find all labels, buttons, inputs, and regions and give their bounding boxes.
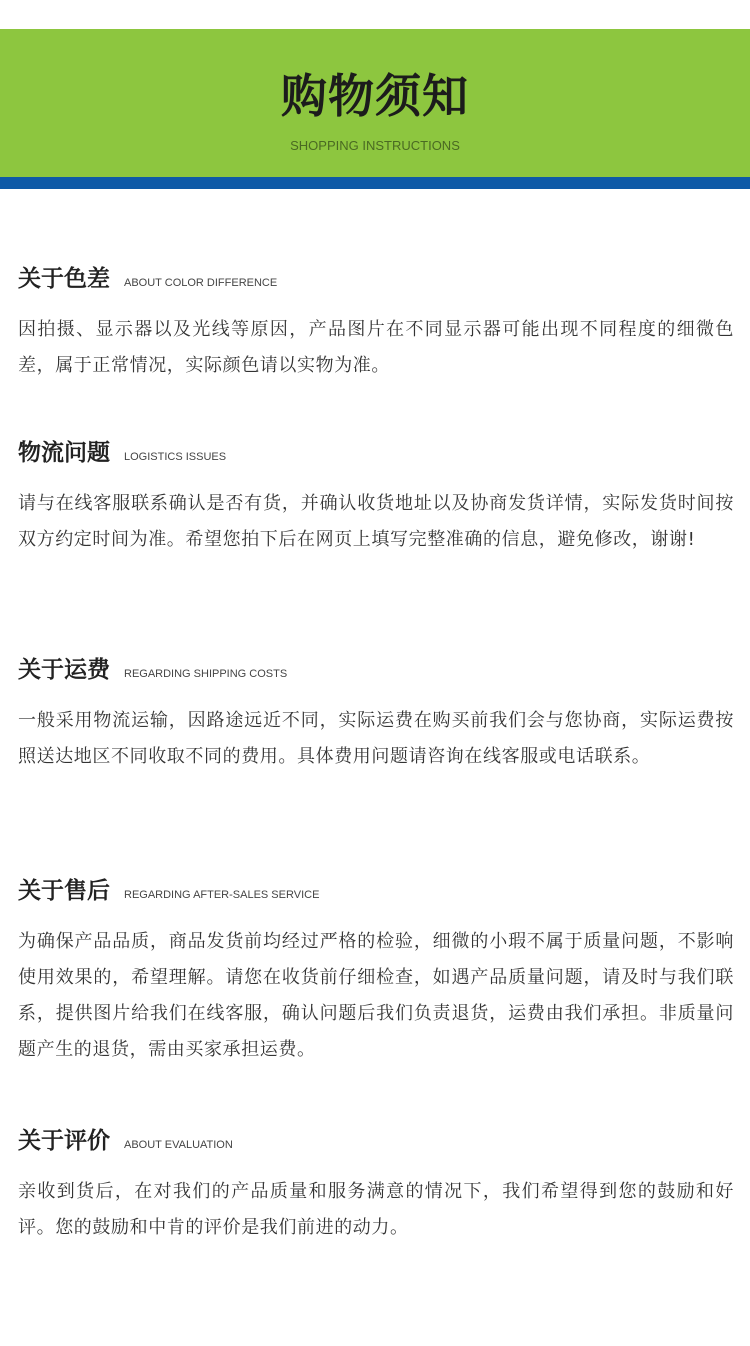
section-after-sales xyxy=(18,874,734,1068)
section-subtitle-en: ABOUT EVALUATION xyxy=(124,1139,233,1151)
section-heading xyxy=(18,436,734,470)
section-subtitle-en: REGARDING SHIPPING COSTS xyxy=(124,668,288,680)
section-title: 物流问题 xyxy=(18,440,110,466)
page-subtitle: SHOPPING INSTRUCTIONS xyxy=(290,138,460,153)
section-text: 为确保产品品质，商品发货前均经过严格的检验，细微的小瑕不属于质量问题，不影响使用效果的，希望理解。请您在收货前仔细检查，如遇产品质量问题，请及时与我们联系，提供图片给我们在线客服，确认问题后我们负责退货，运费由我们承担。非质量问题产生的退货，需由买家承担运费。 xyxy=(18,931,734,1060)
section-evaluation xyxy=(18,1124,734,1246)
section-color-difference xyxy=(18,262,734,384)
section-heading xyxy=(18,874,734,908)
section-title: 关于评价 xyxy=(18,1128,110,1154)
section-title: 关于运费 xyxy=(18,657,110,683)
section-title: 关于售后 xyxy=(18,878,110,904)
section-logistics xyxy=(18,436,734,558)
section-subtitle-en: ABOUT COLOR DIFFERENCE xyxy=(124,277,278,289)
section-heading xyxy=(18,653,734,687)
section-subtitle-en: REGARDING AFTER-SALES SERVICE xyxy=(124,889,320,901)
page-title: 购物须知 xyxy=(281,69,469,123)
section-text: 一般采用物流运输，因路途远近不同，实际运费在购买前我们会与您协商，实际运费按照送达地区不同收取不同的费用。具体费用问题请咨询在线客服或电话联系。 xyxy=(18,710,734,767)
section-subtitle-en: LOGISTICS ISSUES xyxy=(124,451,227,463)
section-text: 亲收到货后，在对我们的产品质量和服务满意的情况下，我们希望得到您的鼓励和好评。您的鼓励和中肯的评价是我们前进的动力。 xyxy=(18,1181,734,1238)
header-divider-bar xyxy=(0,177,750,189)
section-text: 请与在线客服联系确认是否有货，并确认收货地址以及协商发货详情，实际发货时间按双方约定时间为准。希望您拍下后在网页上填写完整准确的信息，避免修改，谢谢! xyxy=(18,493,734,550)
section-text: 因拍摄、显示器以及光线等原因，产品图片在不同显示器可能出现不同程度的细微色差，属于正常情况，实际颜色请以实物为准。 xyxy=(18,319,734,376)
section-title: 关于色差 xyxy=(18,266,110,292)
section-shipping-costs xyxy=(18,653,734,775)
section-heading xyxy=(18,262,734,296)
section-heading xyxy=(18,1124,734,1158)
